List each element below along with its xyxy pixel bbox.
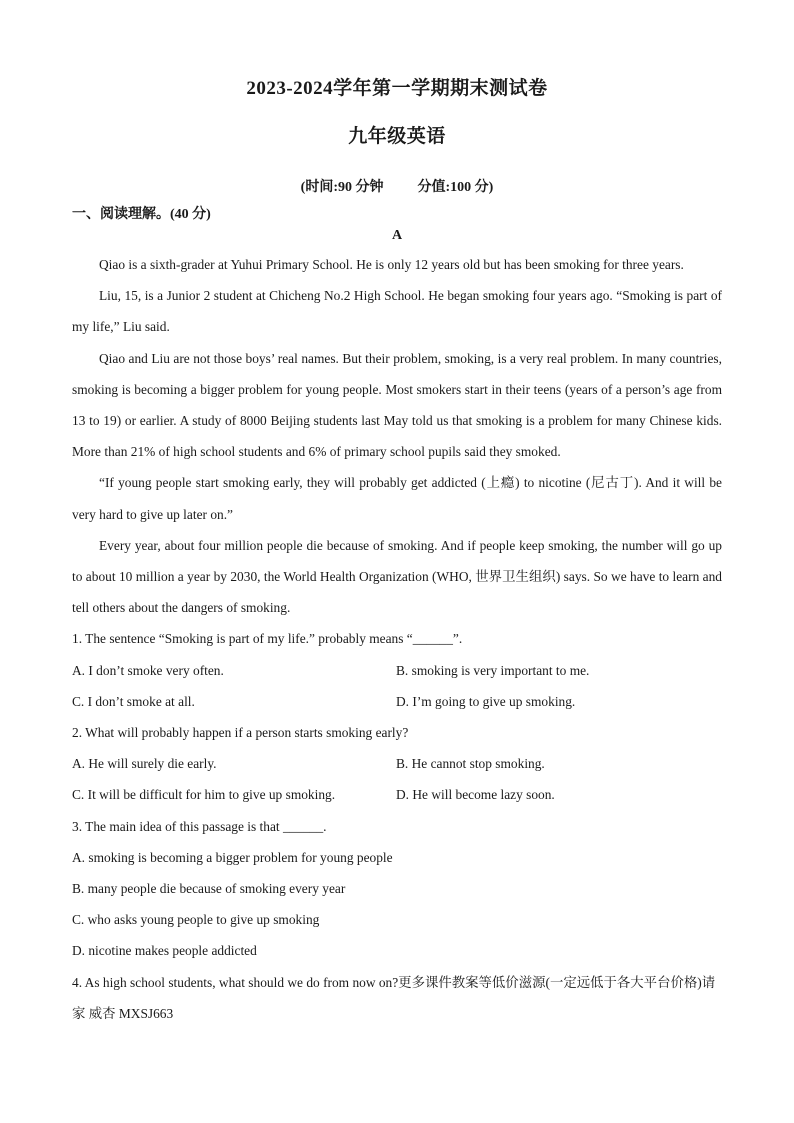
- option-d: D. nicotine makes people addicted: [72, 943, 257, 959]
- question-stem: 1. The sentence “Smoking is part of my life.” probably means “______”.: [72, 631, 463, 647]
- section-heading: 一、阅读理解。(40 分): [72, 207, 211, 222]
- option-row: [72, 686, 722, 717]
- exam-meta: [0, 176, 794, 196]
- option-d: D. I’m going to give up smoking.: [396, 693, 576, 709]
- paragraph: Liu, 15, is a Junior 2 student at Chicheng No.2 High School. He began smoking four years ago. “Smoking is part of my life,” Liu said.: [72, 288, 722, 335]
- option-a: A. I don’t smoke very often.: [72, 662, 224, 678]
- exam-subtitle: 九年级英语: [348, 126, 446, 147]
- option-c: C. It will be difficult for him to give up smoking.: [72, 787, 336, 803]
- paragraph: Qiao is a sixth-grader at Yuhui Primary School. He is only 12 years old but has been smoking for three years.: [99, 257, 684, 272]
- option-b: B. He cannot stop smoking.: [396, 756, 545, 772]
- option-c: C. who asks young people to give up smoking: [72, 912, 320, 928]
- option-c: C. I don’t smoke at all.: [72, 693, 195, 709]
- option-row: [72, 779, 722, 810]
- option-a: A. smoking is becoming a bigger problem for young people: [72, 849, 393, 865]
- option-b: B. smoking is very important to me.: [396, 662, 590, 678]
- option-a: A. He will surely die early.: [72, 756, 217, 772]
- score-info: 分值:100 分): [417, 180, 494, 195]
- paragraph: Qiao and Liu are not those boys’ real names. But their problem, smoking, is a very real problem. In many countries, smoking is becoming a bigger problem for young people. Most smokers start in their teens (years of a person’s age from 13 to 19) or earlier. A study of 8000 Beijing students last May told us that smoking is a problem for many Chinese kids. More than 21% of high school students and 6% of primary school pupils said they smoked.: [72, 350, 722, 460]
- time-info: (时间:90 分钟: [300, 180, 384, 195]
- passage-label: A: [391, 228, 403, 243]
- paragraph: “If young people start smoking early, they will probably get addicted (上瘾) to nicotine (尼古丁). And it will be very hard to give up later on.”: [72, 475, 722, 522]
- question-stem: 2. What will probably happen if a person starts smoking early?: [72, 725, 409, 741]
- passage-body: [72, 249, 722, 1029]
- exam-title: 2023-2024学年第一学期期末测试卷: [246, 78, 548, 99]
- option-d: D. He will become lazy soon.: [396, 787, 555, 803]
- question-stem: 3. The main idea of this passage is that ______.: [72, 818, 327, 834]
- paragraph: Every year, about four million people die because of smoking. And if people keep smoking, the number will go up to about 10 million a year by 2030, the World Health Organization (WHO, 世界卫生组织) says. So we have to learn and tell others about the dangers of smoking.: [72, 537, 722, 616]
- option-row: [72, 748, 722, 779]
- option-row: [72, 655, 722, 686]
- question-stem: 4. As high school students, what should we do from now on?更多课件教案等低价滋源(一定远低于各大平台价格)请 家 威杏 MXSJ663: [72, 974, 716, 1021]
- option-b: B. many people die because of smoking every year: [72, 881, 346, 897]
